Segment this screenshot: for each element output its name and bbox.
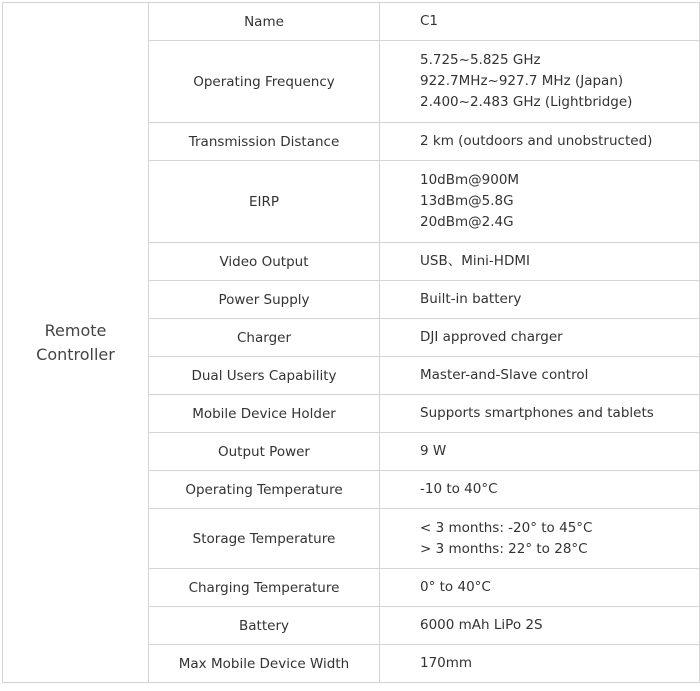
spec-label: Name: [149, 3, 380, 41]
spec-value-line: 20dBm@2.4G: [420, 214, 514, 230]
spec-value-line: USB、Mini-HDMI: [420, 253, 530, 269]
spec-value: [380, 281, 700, 319]
spec-value: [380, 357, 700, 395]
spec-label: Output Power: [149, 433, 380, 471]
spec-label: EIRP: [149, 161, 380, 243]
spec-label: Dual Users Capability: [149, 357, 380, 395]
spec-label: Operating Frequency: [149, 41, 380, 123]
spec-value-line: 13dBm@5.8G: [420, 193, 514, 209]
spec-value-line: 9 W: [420, 443, 447, 459]
spec-value: [380, 243, 700, 281]
group-label-line: Remote: [44, 320, 107, 340]
spec-value: [380, 471, 700, 509]
spec-value: [380, 509, 700, 569]
spec-value-line: 0° to 40°C: [420, 579, 491, 595]
spec-label: Power Supply: [149, 281, 380, 319]
spec-value-line: -10 to 40°C: [420, 481, 498, 497]
spec-value: [380, 123, 700, 161]
spec-label: Video Output: [149, 243, 380, 281]
spec-value: [380, 395, 700, 433]
table-row: [3, 3, 700, 41]
spec-value: [380, 607, 700, 645]
spec-value-line: > 3 months: 22° to 28°C: [420, 540, 588, 557]
spec-value-line: C1: [420, 13, 439, 29]
spec-value-line: 2.400~2.483 GHz (Lightbridge): [420, 94, 633, 110]
spec-label: Charger: [149, 319, 380, 357]
spec-value: [380, 569, 700, 607]
spec-value-line: Master-and-Slave control: [420, 367, 589, 383]
spec-label: Storage Temperature: [149, 509, 380, 569]
spec-value: [380, 41, 700, 123]
group-label-cell: [3, 3, 149, 683]
spec-value-line: 6000 mAh LiPo 2S: [420, 617, 543, 633]
spec-value-line: < 3 months: -20° to 45°C: [420, 519, 593, 536]
spec-label: Battery: [149, 607, 380, 645]
spec-value-line: 170mm: [420, 655, 473, 671]
spec-label: Max Mobile Device Width: [149, 645, 380, 683]
spec-table: [2, 2, 700, 683]
spec-label: Mobile Device Holder: [149, 395, 380, 433]
spec-value-line: 2 km (outdoors and unobstructed): [420, 133, 653, 149]
spec-value: [380, 161, 700, 243]
spec-value-line: 10dBm@900M: [420, 172, 520, 188]
spec-value: [380, 3, 700, 41]
spec-value-line: 922.7MHz~927.7 MHz (Japan): [420, 73, 624, 89]
group-label-line: Controller: [36, 344, 115, 364]
spec-value-line: Supports smartphones and tablets: [420, 405, 654, 421]
spec-label: Operating Temperature: [149, 471, 380, 509]
spec-label: Transmission Distance: [149, 123, 380, 161]
spec-value: [380, 645, 700, 683]
spec-value-line: Built-in battery: [420, 291, 522, 307]
spec-value: [380, 319, 700, 357]
spec-value-line: 5.725~5.825 GHz: [420, 52, 541, 68]
spec-value-line: DJI approved charger: [420, 329, 563, 345]
spec-value: [380, 433, 700, 471]
spec-label: Charging Temperature: [149, 569, 380, 607]
